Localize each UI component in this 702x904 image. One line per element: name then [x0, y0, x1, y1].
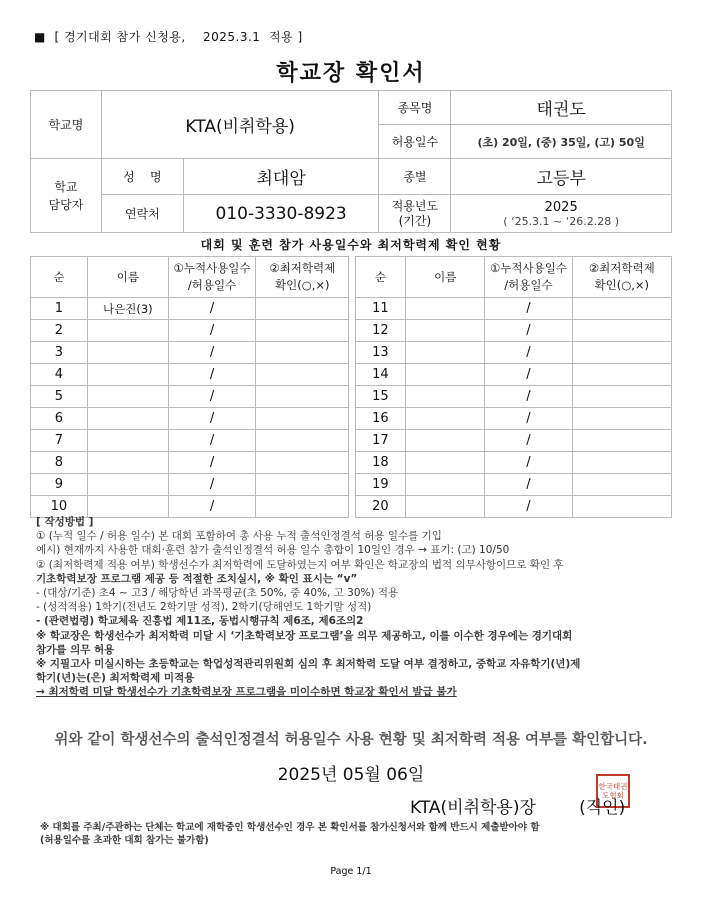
row-number: 16: [355, 408, 406, 430]
row-number: 5: [31, 386, 88, 408]
row-number: 3: [31, 342, 88, 364]
student-name: [87, 408, 168, 430]
table-row: [31, 452, 672, 474]
min-academic-check: [572, 452, 671, 474]
row-number: 12: [355, 320, 406, 342]
document-title: 학교장 확인서: [276, 61, 426, 86]
min-academic-check: [572, 364, 671, 386]
days-used: /: [168, 364, 255, 386]
period-value: ( ‘25.3.1 ~ ‘26.2.28 ): [503, 214, 620, 228]
min-academic-check: [572, 386, 671, 408]
row-number: 13: [355, 342, 406, 364]
student-name: [406, 408, 485, 430]
col-no-right: 순: [355, 257, 406, 298]
top-note: ■ [ 경기대회 참가 신청용, 2025.3.1 적용 ]: [34, 30, 303, 44]
guide-line: - (대상/기준) 초4 ~ 고3 / 해당학년 과목평균(초 50%, 중 40%, 고 30%) 적용: [36, 587, 399, 600]
table-row: [31, 386, 672, 408]
days-used: /: [168, 430, 255, 452]
days-used: /: [168, 298, 255, 320]
min-academic-check: [256, 342, 349, 364]
table-row: [31, 320, 672, 342]
student-name: [406, 320, 485, 342]
signer: KTA(비취학용)장 (직인): [410, 798, 626, 818]
days-used: /: [485, 342, 572, 364]
guide-line: 기초학력보장 프로그램 제공 등 적절한 조치실시, ※ 확인 표시는 “v”: [36, 572, 358, 585]
guide-line: - (성적적용) 1학기(전년도 2학기말 성적), 2학기(당해연도 1학기말 성적): [36, 601, 372, 614]
student-name: [406, 430, 485, 452]
year-value: 2025: [544, 199, 578, 215]
page-number: Page 1/1: [330, 866, 372, 877]
year-label: 적용년도 (기간): [379, 195, 451, 233]
min-academic-check: [572, 408, 671, 430]
student-name: [406, 386, 485, 408]
student-name: [406, 298, 485, 320]
guide-line: 학기(년)는(은) 최저학력제 미적용: [36, 672, 195, 685]
row-number: 20: [355, 496, 406, 518]
min-academic-check: [256, 320, 349, 342]
days-used: /: [485, 386, 572, 408]
col-days-right: ①누적사용일수 /허용일수: [485, 257, 572, 298]
col-no-left: 순: [31, 257, 88, 298]
min-academic-check: [572, 342, 671, 364]
min-academic-check: [572, 474, 671, 496]
days-used: /: [485, 474, 572, 496]
student-name: [406, 342, 485, 364]
days-used: /: [168, 342, 255, 364]
student-name: [87, 386, 168, 408]
col-days-left: ①누적사용일수 /허용일수: [168, 257, 255, 298]
status-table: [30, 256, 672, 518]
min-academic-check: [256, 298, 349, 320]
min-academic-check: [256, 386, 349, 408]
days-used: /: [168, 320, 255, 342]
info-table: [30, 90, 672, 233]
student-name: [87, 452, 168, 474]
guide-line: ① (누적 일수 / 허용 일수) 본 대회 포함하여 총 사용 누적 출석인정결석 허용 일수를 기입: [36, 530, 442, 543]
school-label: 학교명: [31, 91, 102, 159]
row-number: 2: [31, 320, 88, 342]
event-label: 종목명: [379, 91, 451, 125]
footnote: ※ 대회를 주최/주관하는 단체는 학교에 재학중인 학생선수인 경우 본 확인서를 참가신청서와 함께 반드시 제출받아야 함 (허용일수를 초과한 대회 참가는 불가함): [40, 822, 540, 846]
division-value: 고등부: [451, 159, 672, 195]
days-used: /: [485, 496, 572, 518]
name-label: 성 명: [101, 159, 183, 195]
row-number: 4: [31, 364, 88, 386]
guide-line: - (관련법령) 학교체육 진흥법 제11조, 동법시행규칙 제6조, 제6조의2: [36, 615, 364, 628]
col-min-left: ②최저학력제 확인(○,×): [256, 257, 349, 298]
row-number: 1: [31, 298, 88, 320]
row-number: 11: [355, 298, 406, 320]
writing-guide: [36, 515, 676, 700]
division-label: 종별: [379, 159, 451, 195]
table-row: [31, 298, 672, 320]
school-value: KTA(비취학용): [101, 91, 379, 159]
min-academic-check: [256, 430, 349, 452]
official-seal-icon: 한국태권도협회: [596, 774, 630, 808]
issue-date: 2025년 05월 06일: [277, 765, 425, 785]
col-name-left: 이름: [87, 257, 168, 298]
table-row: [31, 430, 672, 452]
guide-line: ② (최저학력제 적용 여부) 학생선수가 최저학력에 도달하였는지 여부 확인은 학교장의 법적 의무사항이므로 확인 후: [36, 558, 564, 571]
student-name: [87, 364, 168, 386]
row-number: 17: [355, 430, 406, 452]
days-used: /: [485, 408, 572, 430]
year-cell: [451, 195, 672, 233]
guide-line: ※ 지필고사 미실시하는 초등학교는 학업성적관리위원회 심의 후 최저학력 도달 여부 결정하고, 중학교 자유학기(년)제: [36, 658, 581, 671]
student-name: [406, 364, 485, 386]
days-used: /: [485, 364, 572, 386]
days-used: /: [168, 452, 255, 474]
student-name: [406, 474, 485, 496]
row-number: 14: [355, 364, 406, 386]
row-number: 9: [31, 474, 88, 496]
row-number: 7: [31, 430, 88, 452]
min-academic-check: [572, 298, 671, 320]
guide-line: 예시) 현재까지 사용한 대회·훈련 참가 출석인정결석 허용 일수 총합이 10일인 경우 → 표기: (고) 10/50: [36, 544, 510, 557]
contact-value: 010-3330-8923: [183, 195, 379, 233]
days-used: /: [485, 298, 572, 320]
manager-label: 학교 담당자: [31, 159, 102, 233]
row-number: 10: [31, 496, 88, 518]
col-name-right: 이름: [406, 257, 485, 298]
confirmation-statement: 위와 같이 학생선수의 출석인정결석 허용일수 사용 현황 및 최저학력 적용 여부를 확인합니다.: [54, 732, 648, 748]
row-number: 18: [355, 452, 406, 474]
table-row: [31, 474, 672, 496]
student-name: [406, 452, 485, 474]
days-label: 허용일수: [379, 125, 451, 159]
student-name: [87, 474, 168, 496]
days-value: (초) 20일, (중) 35일, (고) 50일: [451, 125, 672, 159]
student-name: [87, 430, 168, 452]
days-used: /: [168, 474, 255, 496]
days-used: /: [168, 386, 255, 408]
days-used: /: [485, 452, 572, 474]
days-used: /: [485, 430, 572, 452]
min-academic-check: [256, 452, 349, 474]
guide-heading: [ 작성방법 ]: [36, 516, 94, 528]
row-number: 15: [355, 386, 406, 408]
min-academic-check: [572, 320, 671, 342]
contact-label: 연락처: [101, 195, 183, 233]
guide-line: ※ 학교장은 학생선수가 최저학력 미달 시 ‘기초학력보장 프로그램’을 의무 제공하고, 이를 이수한 경우에는 경기대회: [36, 629, 573, 642]
table-row: [31, 364, 672, 386]
student-name: [87, 320, 168, 342]
min-academic-check: [256, 408, 349, 430]
student-name: 나은진(3): [87, 298, 168, 320]
days-used: /: [168, 496, 255, 518]
min-academic-check: [256, 364, 349, 386]
name-value: 최대암: [183, 159, 379, 195]
guide-line: 참가를 의무 허용: [36, 643, 115, 656]
table-row: [31, 342, 672, 364]
min-academic-check: [256, 474, 349, 496]
min-academic-check: [572, 430, 671, 452]
student-name: [87, 342, 168, 364]
row-number: 19: [355, 474, 406, 496]
event-value: 태권도: [451, 91, 672, 125]
guide-line: → 최저학력 미달 학생선수가 기초학력보장 프로그램을 미이수하면 학교장 확인서 발급 불가: [36, 686, 457, 699]
col-min-right: ②최저학력제 확인(○,×): [572, 257, 671, 298]
table-row: [31, 408, 672, 430]
status-heading: 대회 및 훈련 참가 사용일수와 최저학력제 확인 현황: [200, 238, 502, 252]
days-used: /: [168, 408, 255, 430]
row-number: 8: [31, 452, 88, 474]
row-number: 6: [31, 408, 88, 430]
days-used: /: [485, 320, 572, 342]
